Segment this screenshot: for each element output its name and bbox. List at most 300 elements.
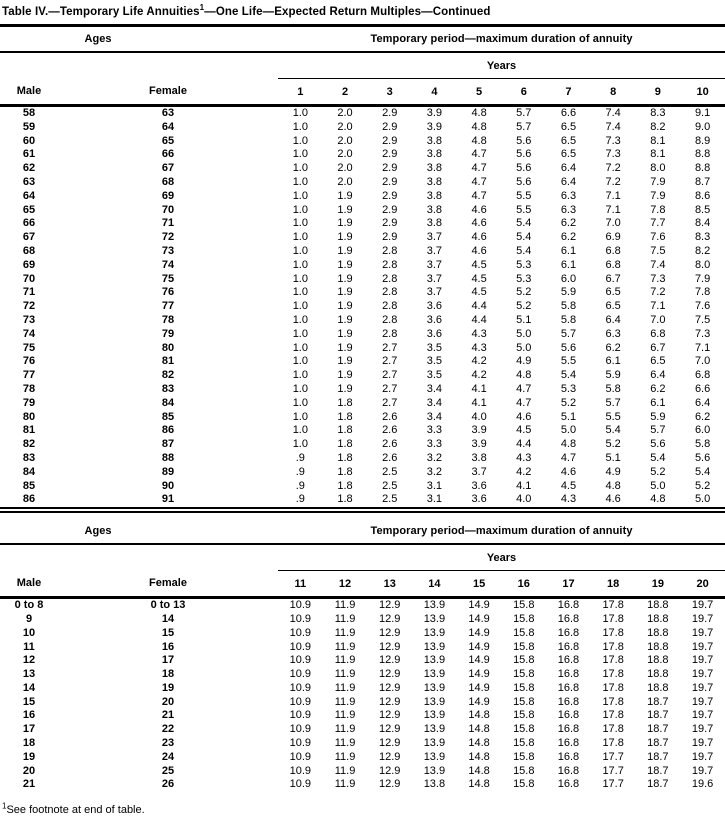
- multiple-value-cell: 8.1: [650, 134, 666, 147]
- multiple-value-cell: 17.7: [602, 764, 624, 777]
- multiple-value-cell: 5.7: [560, 327, 577, 340]
- multiple-value-cell: 2.8: [382, 327, 398, 340]
- multiple-value-cell: 4.3: [516, 451, 532, 464]
- male-age-cell: 58: [22, 107, 36, 119]
- multiple-value-cell: 13.9: [423, 723, 446, 736]
- table-row: [0, 355, 725, 369]
- multiple-value-cell: 1.8: [337, 465, 353, 478]
- female-age-cell: 75: [161, 272, 175, 285]
- multiple-value-cell: 1.0: [292, 424, 308, 437]
- multiple-value-cell: 17.8: [602, 612, 624, 625]
- multiple-value-cell: 4.3: [471, 327, 487, 340]
- multiple-value-cell: 10.9: [289, 599, 312, 612]
- multiple-value-cell: 19.7: [691, 709, 714, 722]
- female-age-cell: 22: [161, 723, 175, 736]
- multiple-value-cell: 14.9: [468, 599, 490, 612]
- multiple-value-cell: 2.9: [382, 134, 398, 147]
- multiple-value-cell: 4.8: [471, 107, 487, 119]
- multiple-value-cell: 7.2: [605, 175, 621, 188]
- female-age-cell: 87: [161, 438, 175, 451]
- multiple-value-cell: 12.9: [379, 737, 401, 750]
- multiple-value-cell: 6.4: [694, 396, 711, 409]
- female-age-cell: 89: [161, 465, 175, 478]
- multiple-value-cell: 5.2: [694, 479, 711, 492]
- male-age-cell: 65: [22, 203, 36, 216]
- table-row: [0, 696, 725, 710]
- multiple-value-cell: 16.8: [557, 764, 580, 777]
- female-age-cell: 74: [161, 258, 175, 271]
- multiple-value-cell: 3.1: [426, 493, 443, 506]
- multiple-value-cell: 2.7: [382, 355, 398, 368]
- female-age-cell: 78: [161, 313, 175, 326]
- table-row: [0, 480, 725, 494]
- multiple-value-cell: 11.9: [334, 750, 356, 763]
- year-column-header: 6: [501, 79, 546, 106]
- year-column-header: 15: [457, 571, 502, 598]
- multiple-value-cell: 11.9: [334, 612, 356, 625]
- multiple-value-cell: 1.0: [292, 107, 308, 119]
- year-column-header: 19: [636, 571, 681, 598]
- multiple-value-cell: 1.0: [292, 189, 308, 202]
- multiple-value-cell: 4.1: [471, 396, 487, 409]
- multiple-value-cell: 2.6: [382, 410, 398, 423]
- multiple-value-cell: 4.5: [516, 424, 532, 437]
- multiple-value-cell: 2.0: [337, 162, 353, 175]
- multiple-value-cell: 6.4: [650, 369, 666, 382]
- multiple-value-cell: 5.2: [650, 465, 666, 478]
- multiple-value-cell: 14.9: [468, 612, 490, 625]
- table-row: [0, 709, 725, 723]
- multiple-value-cell: 4.8: [605, 479, 621, 492]
- female-age-cell: 65: [161, 134, 175, 147]
- multiple-value-cell: 13.9: [423, 764, 446, 777]
- years-header: Years: [278, 52, 725, 79]
- female-age-cell: 17: [161, 654, 175, 667]
- multiple-value-cell: 6.4: [560, 175, 577, 188]
- multiple-value-cell: 6.2: [650, 382, 666, 395]
- multiple-value-cell: 15.8: [513, 654, 535, 667]
- multiple-value-cell: 3.7: [426, 244, 443, 257]
- year-column-header: 8: [591, 79, 636, 106]
- table-row: [0, 452, 725, 466]
- multiple-value-cell: 19.7: [691, 723, 714, 736]
- multiple-value-cell: 3.9: [426, 120, 443, 133]
- multiple-value-cell: 6.8: [605, 244, 621, 257]
- multiple-value-cell: 12.9: [379, 626, 401, 639]
- year-column-header: 3: [367, 79, 412, 106]
- multiple-value-cell: 14.9: [468, 695, 490, 708]
- multiple-value-cell: 2.9: [382, 203, 398, 216]
- multiple-value-cell: 6.8: [605, 258, 621, 271]
- year-column-header: 20: [680, 571, 725, 598]
- multiple-value-cell: 5.3: [560, 382, 577, 395]
- female-age-cell: 19: [161, 681, 175, 694]
- multiple-value-cell: .9: [295, 479, 305, 492]
- table-row: [0, 217, 725, 231]
- multiple-value-cell: 14.8: [468, 764, 490, 777]
- multiple-value-cell: 10.9: [289, 737, 312, 750]
- table-row: [0, 397, 725, 411]
- multiple-value-cell: 7.5: [694, 313, 711, 326]
- year-column-header: 16: [501, 571, 546, 598]
- multiple-value-cell: 1.9: [337, 258, 353, 271]
- multiple-value-cell: 1.9: [337, 355, 353, 368]
- multiple-value-cell: 2.7: [382, 382, 398, 395]
- multiple-value-cell: 15.8: [513, 626, 535, 639]
- table-row: [0, 342, 725, 356]
- multiple-value-cell: 5.7: [516, 107, 532, 119]
- multiple-value-cell: 3.5: [426, 341, 443, 354]
- multiple-value-cell: 4.9: [516, 355, 532, 368]
- multiple-value-cell: 7.3: [650, 272, 666, 285]
- male-age-cell: 12: [22, 654, 36, 667]
- year-column-header: 4: [412, 79, 457, 106]
- multiple-value-cell: 2.9: [382, 231, 398, 244]
- multiple-value-cell: 6.5: [605, 286, 621, 299]
- multiple-value-cell: 3.8: [426, 162, 443, 175]
- table-row: [0, 466, 725, 480]
- table-row: [0, 411, 725, 425]
- multiple-value-cell: 2.8: [382, 286, 398, 299]
- multiple-value-cell: 8.8: [694, 148, 711, 161]
- multiple-value-cell: 7.0: [605, 217, 621, 230]
- multiple-value-cell: 6.6: [694, 382, 711, 395]
- year-column-header: 9: [636, 79, 681, 106]
- multiple-value-cell: 6.0: [694, 424, 711, 437]
- male-age-cell: 13: [22, 668, 36, 681]
- multiple-value-cell: 8.9: [694, 134, 711, 147]
- group-header-row: [0, 27, 725, 52]
- multiple-value-cell: 17.8: [602, 626, 624, 639]
- multiple-value-cell: 3.7: [426, 231, 443, 244]
- multiple-value-cell: 11.9: [334, 695, 356, 708]
- multiple-value-cell: 4.6: [471, 244, 487, 257]
- multiple-value-cell: 3.6: [471, 479, 487, 492]
- multiple-value-cell: 6.3: [560, 189, 577, 202]
- male-age-cell: 69: [22, 258, 36, 271]
- multiple-value-cell: 6.5: [650, 355, 666, 368]
- multiple-value-cell: 6.2: [694, 410, 711, 423]
- multiple-value-cell: 5.8: [605, 382, 621, 395]
- multiple-value-cell: 18.7: [647, 737, 669, 750]
- multiple-value-cell: 2.0: [337, 148, 353, 161]
- female-age-cell: 76: [161, 286, 175, 299]
- male-column-header: Male: [0, 79, 58, 106]
- multiple-value-cell: 18.7: [647, 709, 669, 722]
- multiple-value-cell: 13.9: [423, 654, 446, 667]
- multiple-value-cell: 5.5: [516, 203, 532, 216]
- multiple-value-cell: 11.9: [334, 723, 356, 736]
- multiple-value-cell: 12.9: [379, 695, 401, 708]
- multiple-value-cell: 16.8: [557, 681, 580, 694]
- multiple-value-cell: 5.6: [516, 134, 532, 147]
- multiple-value-cell: 5.4: [516, 244, 532, 257]
- multiple-value-cell: 5.6: [694, 451, 711, 464]
- multiple-value-cell: 1.0: [292, 341, 308, 354]
- footnote: [0, 801, 725, 817]
- multiple-value-cell: 17.8: [602, 695, 624, 708]
- male-age-cell: 76: [22, 355, 36, 368]
- table-row: [0, 273, 725, 287]
- multiple-value-cell: 14.8: [468, 709, 490, 722]
- male-age-cell: 84: [22, 465, 36, 478]
- male-age-cell: 66: [22, 217, 36, 230]
- multiple-value-cell: 11.9: [334, 668, 356, 681]
- multiple-value-cell: 11.9: [334, 778, 356, 791]
- multiple-value-cell: 3.2: [426, 451, 443, 464]
- multiple-value-cell: 7.1: [605, 203, 621, 216]
- multiple-value-cell: 1.0: [292, 438, 308, 451]
- multiple-value-cell: 3.6: [426, 327, 443, 340]
- table-row: [0, 121, 725, 135]
- male-age-cell: 68: [22, 244, 36, 257]
- multiple-value-cell: 1.0: [292, 410, 308, 423]
- ages-header: Ages: [0, 27, 278, 52]
- multiple-value-cell: 5.4: [560, 369, 577, 382]
- table-row: [0, 245, 725, 259]
- multiple-value-cell: 5.2: [605, 438, 621, 451]
- multiple-value-cell: 2.8: [382, 244, 398, 257]
- multiple-value-cell: 4.2: [516, 465, 532, 478]
- multiple-value-cell: 5.6: [516, 162, 532, 175]
- multiple-value-cell: 19.6: [691, 778, 714, 791]
- male-age-cell: 72: [22, 300, 36, 313]
- multiple-value-cell: 16.8: [557, 654, 580, 667]
- female-age-cell: 83: [161, 382, 175, 395]
- multiple-value-cell: 1.0: [292, 313, 308, 326]
- multiple-value-cell: 1.9: [337, 189, 353, 202]
- multiple-value-cell: 1.0: [292, 217, 308, 230]
- multiple-value-cell: 19.7: [691, 750, 714, 763]
- multiple-value-cell: 16.8: [557, 723, 580, 736]
- multiple-value-cell: 7.3: [605, 148, 621, 161]
- multiple-value-cell: 3.7: [426, 258, 443, 271]
- multiple-value-cell: 3.7: [471, 465, 487, 478]
- female-age-cell: 79: [161, 327, 175, 340]
- table-row: [0, 135, 725, 149]
- multiple-value-cell: 10.9: [289, 654, 312, 667]
- multiple-value-cell: 8.6: [694, 189, 711, 202]
- male-age-cell: 75: [22, 341, 36, 354]
- multiple-value-cell: 1.0: [292, 134, 308, 147]
- multiple-value-cell: 1.9: [337, 313, 353, 326]
- multiple-value-cell: 5.8: [560, 300, 577, 313]
- multiple-value-cell: 4.2: [471, 369, 487, 382]
- table-row: [0, 682, 725, 696]
- multiple-value-cell: 12.9: [379, 723, 401, 736]
- multiple-value-cell: 1.0: [292, 272, 308, 285]
- annuity-table-section-1: [0, 27, 725, 513]
- multiple-value-cell: 12.9: [379, 709, 401, 722]
- multiple-value-cell: 5.4: [605, 424, 621, 437]
- multiple-value-cell: 19.7: [691, 737, 714, 750]
- multiple-value-cell: 4.7: [560, 451, 577, 464]
- multiple-value-cell: 5.0: [560, 424, 577, 437]
- multiple-value-cell: 1.9: [337, 341, 353, 354]
- male-age-cell: 70: [22, 272, 36, 285]
- multiple-value-cell: 8.4: [694, 217, 711, 230]
- multiple-value-cell: 7.0: [694, 355, 711, 368]
- multiple-value-cell: 5.4: [516, 231, 532, 244]
- multiple-value-cell: 10.9: [289, 723, 312, 736]
- multiple-value-cell: 3.7: [426, 272, 443, 285]
- female-age-cell: 84: [161, 396, 175, 409]
- multiple-value-cell: 8.0: [650, 162, 666, 175]
- multiple-value-cell: 5.5: [516, 189, 532, 202]
- male-age-cell: 73: [22, 313, 36, 326]
- multiple-value-cell: 2.5: [382, 479, 398, 492]
- column-header-row: [0, 79, 725, 106]
- multiple-value-cell: 3.7: [426, 286, 443, 299]
- multiple-value-cell: 6.5: [560, 120, 577, 133]
- female-age-cell: 14: [161, 612, 175, 625]
- multiple-value-cell: 4.5: [560, 479, 577, 492]
- multiple-value-cell: 7.4: [650, 258, 666, 271]
- multiple-value-cell: 10.9: [289, 695, 312, 708]
- multiple-value-cell: 5.2: [516, 300, 532, 313]
- multiple-value-cell: 18.7: [647, 778, 669, 791]
- table-row: [0, 613, 725, 627]
- multiple-value-cell: 8.2: [694, 244, 711, 257]
- multiple-value-cell: 15.8: [513, 640, 535, 653]
- multiple-value-cell: 3.6: [426, 313, 443, 326]
- female-age-cell: 70: [161, 203, 175, 216]
- multiple-value-cell: 8.0: [694, 258, 711, 271]
- multiple-value-cell: 2.5: [382, 493, 398, 506]
- multiple-value-cell: 10.9: [289, 681, 312, 694]
- multiple-value-cell: 6.1: [650, 396, 666, 409]
- multiple-value-cell: 1.9: [337, 286, 353, 299]
- multiple-value-cell: 13.9: [423, 750, 446, 763]
- multiple-value-cell: 19.7: [691, 764, 714, 777]
- multiple-value-cell: 1.0: [292, 244, 308, 257]
- multiple-value-cell: 19.7: [691, 599, 714, 612]
- female-age-cell: 23: [161, 737, 175, 750]
- multiple-value-cell: 4.8: [471, 134, 487, 147]
- female-age-cell: 77: [161, 300, 175, 313]
- multiple-value-cell: 16.8: [557, 750, 580, 763]
- male-age-cell: 15: [22, 695, 36, 708]
- multiple-value-cell: 7.3: [605, 134, 621, 147]
- multiple-value-cell: 10.9: [289, 750, 312, 763]
- multiple-value-cell: 12.9: [379, 668, 401, 681]
- multiple-value-cell: 15.8: [513, 764, 535, 777]
- year-column-header: 11: [278, 571, 323, 598]
- table-row: [0, 369, 725, 383]
- multiple-value-cell: 16.8: [557, 695, 580, 708]
- male-age-cell: 14: [22, 681, 36, 694]
- male-age-cell: 16: [22, 709, 36, 722]
- multiple-value-cell: 6.9: [605, 231, 621, 244]
- multiple-value-cell: 16.8: [557, 737, 580, 750]
- table-row: [0, 627, 725, 641]
- female-age-cell: 24: [161, 750, 175, 763]
- female-age-cell: 71: [161, 217, 175, 230]
- table-row: [0, 493, 725, 510]
- multiple-value-cell: 2.9: [382, 107, 398, 119]
- multiple-value-cell: 4.0: [471, 410, 487, 423]
- multiple-value-cell: 6.5: [560, 134, 577, 147]
- multiple-value-cell: 12.9: [379, 599, 401, 612]
- multiple-value-cell: 19.7: [691, 626, 714, 639]
- table-row: [0, 723, 725, 737]
- footnote-marker: 1: [2, 801, 7, 811]
- multiple-value-cell: 7.1: [605, 189, 621, 202]
- multiple-value-cell: 18.8: [647, 654, 669, 667]
- ages-header: Ages: [0, 519, 278, 544]
- male-column-header: Male: [0, 571, 58, 598]
- multiple-value-cell: 15.8: [513, 737, 535, 750]
- multiple-value-cell: 5.5: [605, 410, 621, 423]
- period-header: Temporary period—maximum duration of annuity: [278, 519, 725, 544]
- male-age-cell: 60: [22, 134, 36, 147]
- multiple-value-cell: 2.6: [382, 451, 398, 464]
- multiple-value-cell: .9: [295, 451, 305, 464]
- female-age-cell: 80: [161, 341, 175, 354]
- multiple-value-cell: 7.9: [650, 189, 666, 202]
- multiple-value-cell: 10.9: [289, 709, 312, 722]
- year-column-header: 5: [457, 79, 502, 106]
- multiple-value-cell: 11.9: [334, 764, 356, 777]
- multiple-value-cell: 16.8: [557, 626, 580, 639]
- male-age-cell: 67: [22, 231, 36, 244]
- year-column-header: 14: [412, 571, 457, 598]
- multiple-value-cell: 4.6: [471, 231, 487, 244]
- multiple-value-cell: 5.6: [516, 148, 532, 161]
- multiple-value-cell: 3.8: [426, 203, 443, 216]
- multiple-value-cell: 15.8: [513, 681, 535, 694]
- table-body: [0, 598, 725, 793]
- year-column-header: 17: [546, 571, 591, 598]
- multiple-value-cell: 7.4: [605, 120, 621, 133]
- multiple-value-cell: 14.9: [468, 654, 490, 667]
- multiple-value-cell: 7.1: [650, 300, 666, 313]
- multiple-value-cell: 5.0: [694, 493, 711, 506]
- female-age-cell: 86: [161, 424, 175, 437]
- male-age-cell: 61: [22, 148, 36, 161]
- multiple-value-cell: 2.9: [382, 120, 398, 133]
- multiple-value-cell: 4.9: [605, 465, 621, 478]
- male-age-cell: 71: [22, 286, 36, 299]
- multiple-value-cell: 15.8: [513, 695, 535, 708]
- multiple-value-cell: 5.8: [694, 438, 711, 451]
- male-age-cell: 83: [22, 451, 36, 464]
- multiple-value-cell: 8.8: [694, 162, 711, 175]
- male-age-cell: 81: [22, 424, 36, 437]
- multiple-value-cell: 6.1: [560, 258, 577, 271]
- multiple-value-cell: 18.7: [647, 764, 669, 777]
- table-row: [0, 204, 725, 218]
- years-label-row: [0, 544, 725, 571]
- multiple-value-cell: 6.8: [694, 369, 711, 382]
- multiple-value-cell: 4.6: [605, 493, 621, 506]
- male-age-cell: 11: [23, 640, 35, 653]
- multiple-value-cell: 4.1: [471, 382, 487, 395]
- multiple-value-cell: 7.7: [650, 217, 666, 230]
- multiple-value-cell: 3.8: [426, 148, 443, 161]
- multiple-value-cell: 4.5: [471, 286, 487, 299]
- multiple-value-cell: 1.9: [337, 272, 353, 285]
- female-age-cell: 0 to 13: [150, 599, 186, 612]
- multiple-value-cell: 14.8: [468, 750, 490, 763]
- title-footnote-marker: 1: [199, 3, 205, 13]
- multiple-value-cell: 8.7: [694, 175, 711, 188]
- table-row: [0, 259, 725, 273]
- multiple-value-cell: 15.8: [513, 750, 535, 763]
- female-age-cell: 63: [161, 107, 175, 119]
- multiple-value-cell: 5.6: [650, 438, 666, 451]
- multiple-value-cell: 13.8: [423, 778, 446, 791]
